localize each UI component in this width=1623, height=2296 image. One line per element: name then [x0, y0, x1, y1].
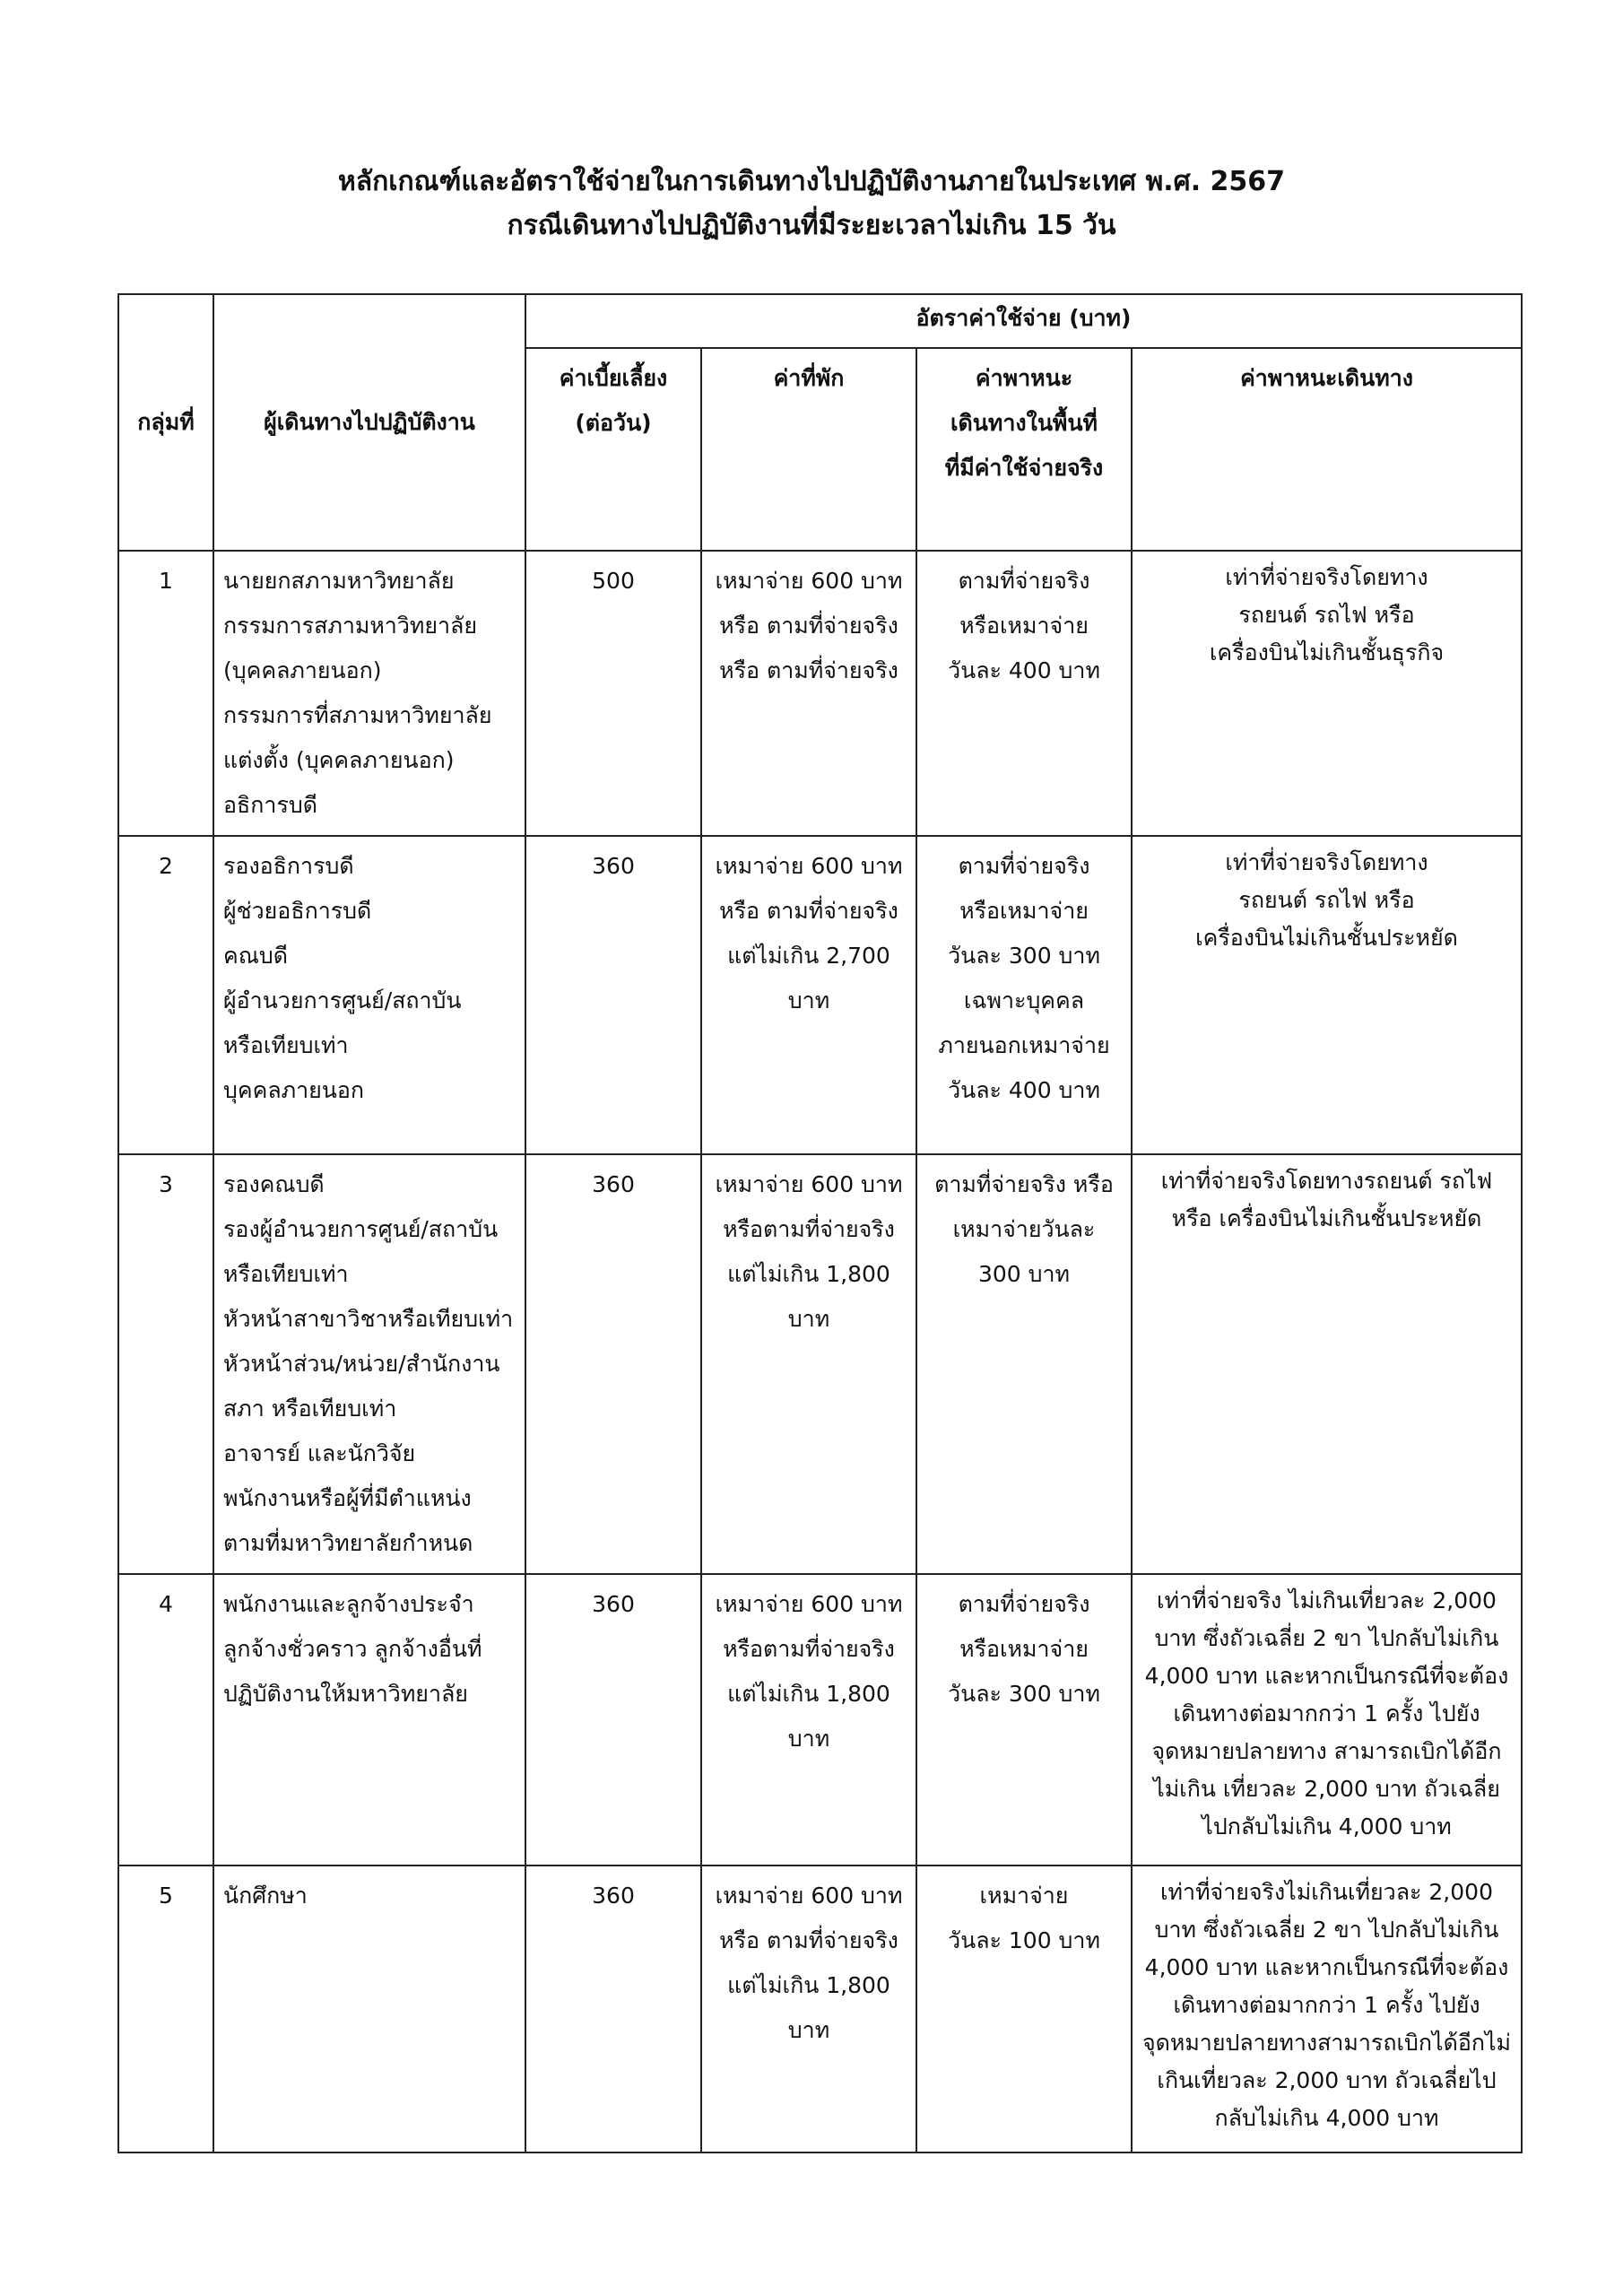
lodging-line: แต่ไม่เกิน 2,700	[727, 943, 890, 969]
travel_transport-line: เดินทางต่อมากกว่า 1 ครั้ง ไปยัง	[1173, 1700, 1480, 1726]
table-row	[118, 1866, 1522, 2152]
traveler-line: พนักงานและลูกจ้างประจำ	[223, 1591, 474, 1617]
traveler-line: ปฏิบัติงานให้มหาวิทยาลัย	[223, 1681, 468, 1707]
cell-local-transport	[916, 1866, 1132, 2152]
traveler-line: ตามที่มหาวิทยาลัยกำหนด	[223, 1530, 473, 1556]
traveler-line: หัวหน้าส่วน/หน่วย/สำนักงาน	[223, 1351, 500, 1377]
cell-local-transport	[916, 551, 1132, 836]
traveler-line: หรือเทียบเท่า	[223, 1032, 349, 1058]
travel_transport-line: บาท ซึ่งถัวเฉลี่ย 2 ขา ไปกลับไม่เกิน	[1154, 1917, 1499, 1943]
travel_transport-line: ไปกลับไม่เกิน 4,000 บาท	[1202, 1813, 1452, 1839]
travel_transport-line: เครื่องบินไม่เกินชั้นประหยัด	[1195, 925, 1458, 951]
local_transport-line: วันละ 300 บาท	[948, 943, 1100, 969]
travel_transport-line: เท่าที่จ่ายจริงโดยทาง	[1225, 564, 1428, 590]
traveler-line: คณบดี	[223, 943, 289, 969]
travel_transport-line: กลับไม่เกิน 4,000 บาท	[1214, 2105, 1439, 2131]
header-local-transport-line: เดินทางในพื้นที่	[950, 410, 1098, 436]
cell-group: 2	[118, 836, 213, 1154]
lodging-line: หรือ ตามที่จ่ายจริง	[719, 613, 898, 639]
local_transport-line: ภายนอกเหมาจ่าย	[938, 1032, 1110, 1058]
header-allowance	[525, 348, 701, 551]
cell-lodging	[701, 551, 916, 836]
traveler-line: หัวหน้าสาขาวิชาหรือเทียบเท่า	[223, 1306, 514, 1332]
traveler-line: รองผู้อำนวยการศูนย์/สถาบัน	[223, 1216, 499, 1242]
traveler-line: รองอธิการบดี	[223, 853, 354, 879]
local_transport-line: ตามที่จ่ายจริง	[958, 853, 1090, 879]
cell-lodging	[701, 1154, 916, 1574]
cell-local-transport	[916, 836, 1132, 1154]
traveler-line: (บุคคลภายนอก)	[223, 657, 382, 683]
lodging-line: แต่ไม่เกิน 1,800	[727, 1681, 890, 1707]
cell-allowance: 360	[525, 1866, 701, 2152]
lodging-line: แต่ไม่เกิน 1,800	[727, 1972, 890, 1998]
lodging-line: แต่ไม่เกิน 1,800	[727, 1261, 890, 1287]
travel_transport-line: เกินเที่ยวละ 2,000 บาท ถัวเฉลี่ยไป	[1157, 2067, 1497, 2093]
cell-allowance: 360	[525, 1154, 701, 1574]
local_transport-line: 300 บาท	[977, 1261, 1071, 1287]
lodging-line: เหมาจ่าย 600 บาท	[715, 1171, 903, 1197]
cell-travel-transport	[1132, 551, 1522, 836]
local_transport-line: เหมาจ่าย	[979, 1883, 1069, 1909]
lodging-line: เหมาจ่าย 600 บาท	[715, 568, 903, 594]
traveler-line: อาจารย์ และนักวิจัย	[223, 1440, 416, 1466]
header-rates: อัตราค่าใช้จ่าย (บาท)	[525, 294, 1522, 348]
travel_transport-line: จุดหมายปลายทางสามารถเบิกได้อีกไม่	[1141, 2030, 1512, 2056]
header-local-transport-line: ค่าพาหนะ	[975, 365, 1073, 391]
local_transport-line: วันละ 400 บาท	[948, 657, 1100, 683]
header-local-transport	[916, 348, 1132, 551]
cell-local-transport	[916, 1574, 1132, 1866]
cell-allowance: 500	[525, 551, 701, 836]
cell-group: 5	[118, 1866, 213, 2152]
lodging-line: บาท	[787, 987, 830, 1013]
travel_transport-line: เท่าที่จ่ายจริงไม่เกินเที่ยวละ 2,000	[1160, 1879, 1493, 1905]
cell-traveler	[213, 1574, 525, 1866]
table-row	[118, 1574, 1522, 1866]
lodging-line: หรือตามที่จ่ายจริง	[723, 1216, 895, 1242]
local_transport-line: หรือเหมาจ่าย	[959, 613, 1089, 639]
cell-lodging	[701, 1866, 916, 2152]
lodging-line: บาท	[787, 1726, 830, 1752]
cell-traveler	[213, 836, 525, 1154]
cell-allowance: 360	[525, 1574, 701, 1866]
traveler-line: นักศึกษา	[223, 1883, 308, 1909]
cell-traveler	[213, 551, 525, 836]
traveler-line: ลูกจ้างชั่วคราว ลูกจ้างอื่นที่	[223, 1636, 482, 1662]
header-travel-transport: ค่าพาหนะเดินทาง	[1132, 348, 1522, 551]
traveler-line: กรรมการที่สภามหาวิทยาลัย	[223, 702, 492, 728]
expense-rate-table	[117, 293, 1523, 2153]
cell-travel-transport	[1132, 836, 1522, 1154]
header-traveler: ผู้เดินทางไปปฏิบัติงาน	[213, 294, 525, 551]
document-title: หลักเกณฑ์และอัตราใช้จ่ายในการเดินทางไปปฏิบัติงานภายในประเทศ พ.ศ. 2567	[337, 166, 1286, 197]
local_transport-line: วันละ 100 บาท	[948, 1927, 1100, 1953]
lodging-line: หรือตามที่จ่ายจริง	[723, 1636, 895, 1662]
traveler-line: นายยกสภามหาวิทยาลัย	[223, 568, 455, 594]
header-lodging: ค่าที่พัก	[701, 348, 916, 551]
cell-group: 3	[118, 1154, 213, 1574]
cell-travel-transport	[1132, 1154, 1522, 1574]
table-row	[118, 1154, 1522, 1574]
header-allowance-line: ค่าเบี้ยเลี้ยง	[559, 365, 668, 391]
lodging-line: บาท	[787, 2017, 830, 2043]
traveler-line: พนักงานหรือผู้ที่มีตำแหน่ง	[223, 1485, 472, 1511]
travel_transport-line: 4,000 บาท และหากเป็นกรณีที่จะต้อง	[1144, 1954, 1509, 1980]
traveler-line: อธิการบดี	[223, 792, 317, 818]
local_transport-line: เฉพาะบุคคล	[963, 987, 1085, 1013]
travel_transport-line: บาท ซึ่งถัวเฉลี่ย 2 ขา ไปกลับไม่เกิน	[1154, 1625, 1499, 1651]
travel_transport-line: หรือ เครื่องบินไม่เกินชั้นประหยัด	[1171, 1205, 1482, 1231]
lodging-line: เหมาจ่าย 600 บาท	[715, 853, 903, 879]
travel_transport-line: เท่าที่จ่ายจริงโดยทางรถยนต์ รถไฟ	[1160, 1168, 1493, 1194]
local_transport-line: ตามที่จ่ายจริง	[958, 1591, 1090, 1617]
lodging-line: หรือ ตามที่จ่ายจริง	[719, 1927, 898, 1953]
cell-lodging	[701, 836, 916, 1154]
travel_transport-line: เครื่องบินไม่เกินชั้นธุรกิจ	[1209, 639, 1445, 665]
travel_transport-line: รถยนต์ รถไฟ หรือ	[1238, 887, 1415, 913]
traveler-line: กรรมการสภามหาวิทยาลัย	[223, 613, 478, 639]
lodging-line: หรือ ตามที่จ่ายจริง	[719, 898, 898, 924]
travel_transport-line: ไม่เกิน เที่ยวละ 2,000 บาท ถัวเฉลี่ย	[1153, 1776, 1500, 1802]
traveler-line: ผู้ช่วยอธิการบดี	[223, 898, 372, 924]
local_transport-line: ตามที่จ่ายจริง	[958, 568, 1090, 594]
cell-travel-transport	[1132, 1866, 1522, 2152]
local_transport-line: วันละ 400 บาท	[948, 1077, 1100, 1103]
traveler-line: บุคคลภายนอก	[223, 1077, 365, 1103]
cell-allowance: 360	[525, 836, 701, 1154]
document-subtitle: กรณีเดินทางไปปฏิบัติงานที่มีระยะเวลาไม่เกิน 15 วัน	[507, 210, 1116, 241]
cell-group: 4	[118, 1574, 213, 1866]
header-group: กลุ่มที่	[118, 294, 213, 551]
traveler-line: สภา หรือเทียบเท่า	[223, 1396, 397, 1422]
local_transport-line: ตามที่จ่ายจริง หรือ	[934, 1171, 1114, 1197]
cell-local-transport	[916, 1154, 1132, 1574]
cell-travel-transport	[1132, 1574, 1522, 1866]
lodging-line: หรือ ตามที่จ่ายจริง	[719, 657, 898, 683]
travel_transport-line: เดินทางต่อมากกว่า 1 ครั้ง ไปยัง	[1173, 1992, 1480, 2018]
traveler-line: แต่งตั้ง (บุคคลภายนอก)	[223, 747, 455, 773]
travel_transport-line: เท่าที่จ่ายจริง ไม่เกินเที่ยวละ 2,000	[1157, 1587, 1497, 1613]
local_transport-line: หรือเหมาจ่าย	[959, 1636, 1089, 1662]
table-row	[118, 551, 1522, 836]
lodging-line: บาท	[787, 1306, 830, 1332]
local_transport-line: เหมาจ่ายวันละ	[952, 1216, 1096, 1242]
cell-group: 1	[118, 551, 213, 836]
traveler-line: รองคณบดี	[223, 1171, 325, 1197]
header-local-transport-line: ที่มีค่าใช้จ่ายจริง	[944, 455, 1104, 481]
table-row	[118, 836, 1522, 1154]
cell-traveler	[213, 1866, 525, 2152]
traveler-line: ผู้อำนวยการศูนย์/สถาบัน	[223, 987, 462, 1013]
local_transport-line: วันละ 300 บาท	[948, 1681, 1100, 1707]
local_transport-line: หรือเหมาจ่าย	[959, 898, 1089, 924]
cell-lodging	[701, 1574, 916, 1866]
header-allowance-line: (ต่อวัน)	[575, 410, 652, 436]
travel_transport-line: รถยนต์ รถไฟ หรือ	[1238, 602, 1415, 628]
lodging-line: เหมาจ่าย 600 บาท	[715, 1591, 903, 1617]
travel_transport-line: 4,000 บาท และหากเป็นกรณีที่จะต้อง	[1144, 1663, 1509, 1689]
travel_transport-line: เท่าที่จ่ายจริงโดยทาง	[1225, 849, 1428, 875]
cell-traveler	[213, 1154, 525, 1574]
lodging-line: เหมาจ่าย 600 บาท	[715, 1883, 903, 1909]
travel_transport-line: จุดหมายปลายทาง สามารถเบิกได้อีก	[1151, 1738, 1502, 1764]
traveler-line: หรือเทียบเท่า	[223, 1261, 349, 1287]
